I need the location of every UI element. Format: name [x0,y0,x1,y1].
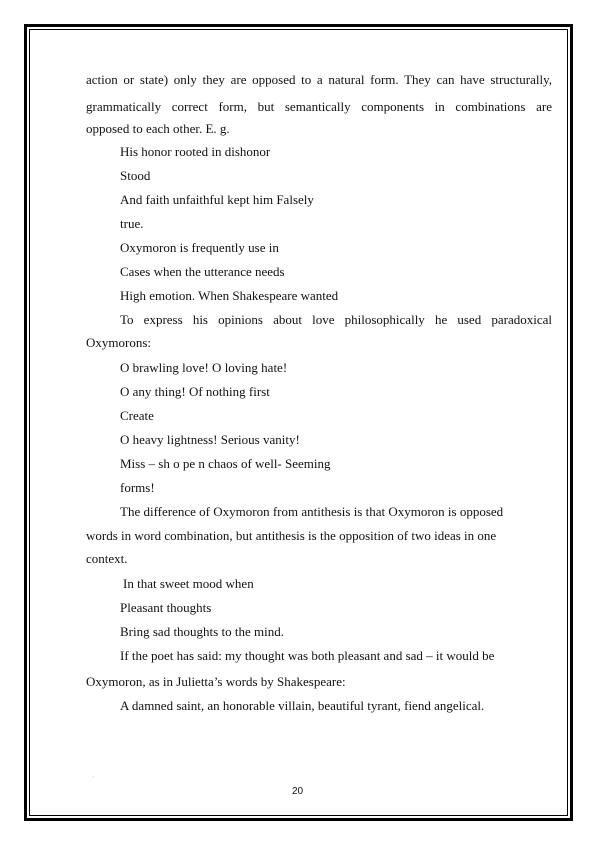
quote-line: O any thing! Of nothing first [120,384,270,399]
quote-line: A damned saint, an honorable villain, beautiful tyrant, fiend angelical. [120,698,485,713]
quote-line: true. [120,216,144,231]
quote-line: O heavy lightness! Serious vanity! [120,432,300,447]
quote-line: In that sweet mood when [123,576,254,591]
body-line: If the poet has said: my thought was both pleasant and sad – it would be [120,648,495,663]
body-line: context. [86,551,128,566]
quote-line: And faith unfaithful kept him Falsely [120,192,314,207]
quote-line: Bring sad thoughts to the mind. [120,624,284,639]
body-line: The difference of Oxymoron from antithesis is that Oxymoron is opposed [120,504,504,519]
body-line: opposed to each other. E. g. [86,121,230,136]
body-line: High emotion. When Shakespeare wanted [120,288,339,303]
quote-line: Miss – sh o pe n chaos of well- Seeming [120,456,331,471]
quote-line: forms! [120,480,155,495]
quote-line: Create [120,408,154,423]
body-line: grammatically correct form, but semantically components in combinations are [86,99,552,114]
stray-mark: · [92,773,95,780]
quote-line: Pleasant thoughts [120,600,212,615]
page-number: 20 [291,786,304,797]
body-line: Oxymoron, as in Julietta’s words by Shakespeare: [86,674,346,689]
body-line: action or state) only they are opposed to a natural form. They can have structurally, [86,72,552,87]
quote-line: Stood [120,168,151,183]
body-line: To express his opinions about love philosophically he used paradoxical [120,312,552,327]
body-line: words in word combination, but antithesis is the opposition of two ideas in one [86,528,497,543]
body-line: Oxymoron is frequently use in [120,240,279,255]
quote-line: O brawling love! O loving hate! [120,360,288,375]
body-line: Cases when the utterance needs [120,264,285,279]
quote-line: His honor rooted in dishonor [120,144,271,159]
body-line: Oxymorons: [86,335,151,350]
